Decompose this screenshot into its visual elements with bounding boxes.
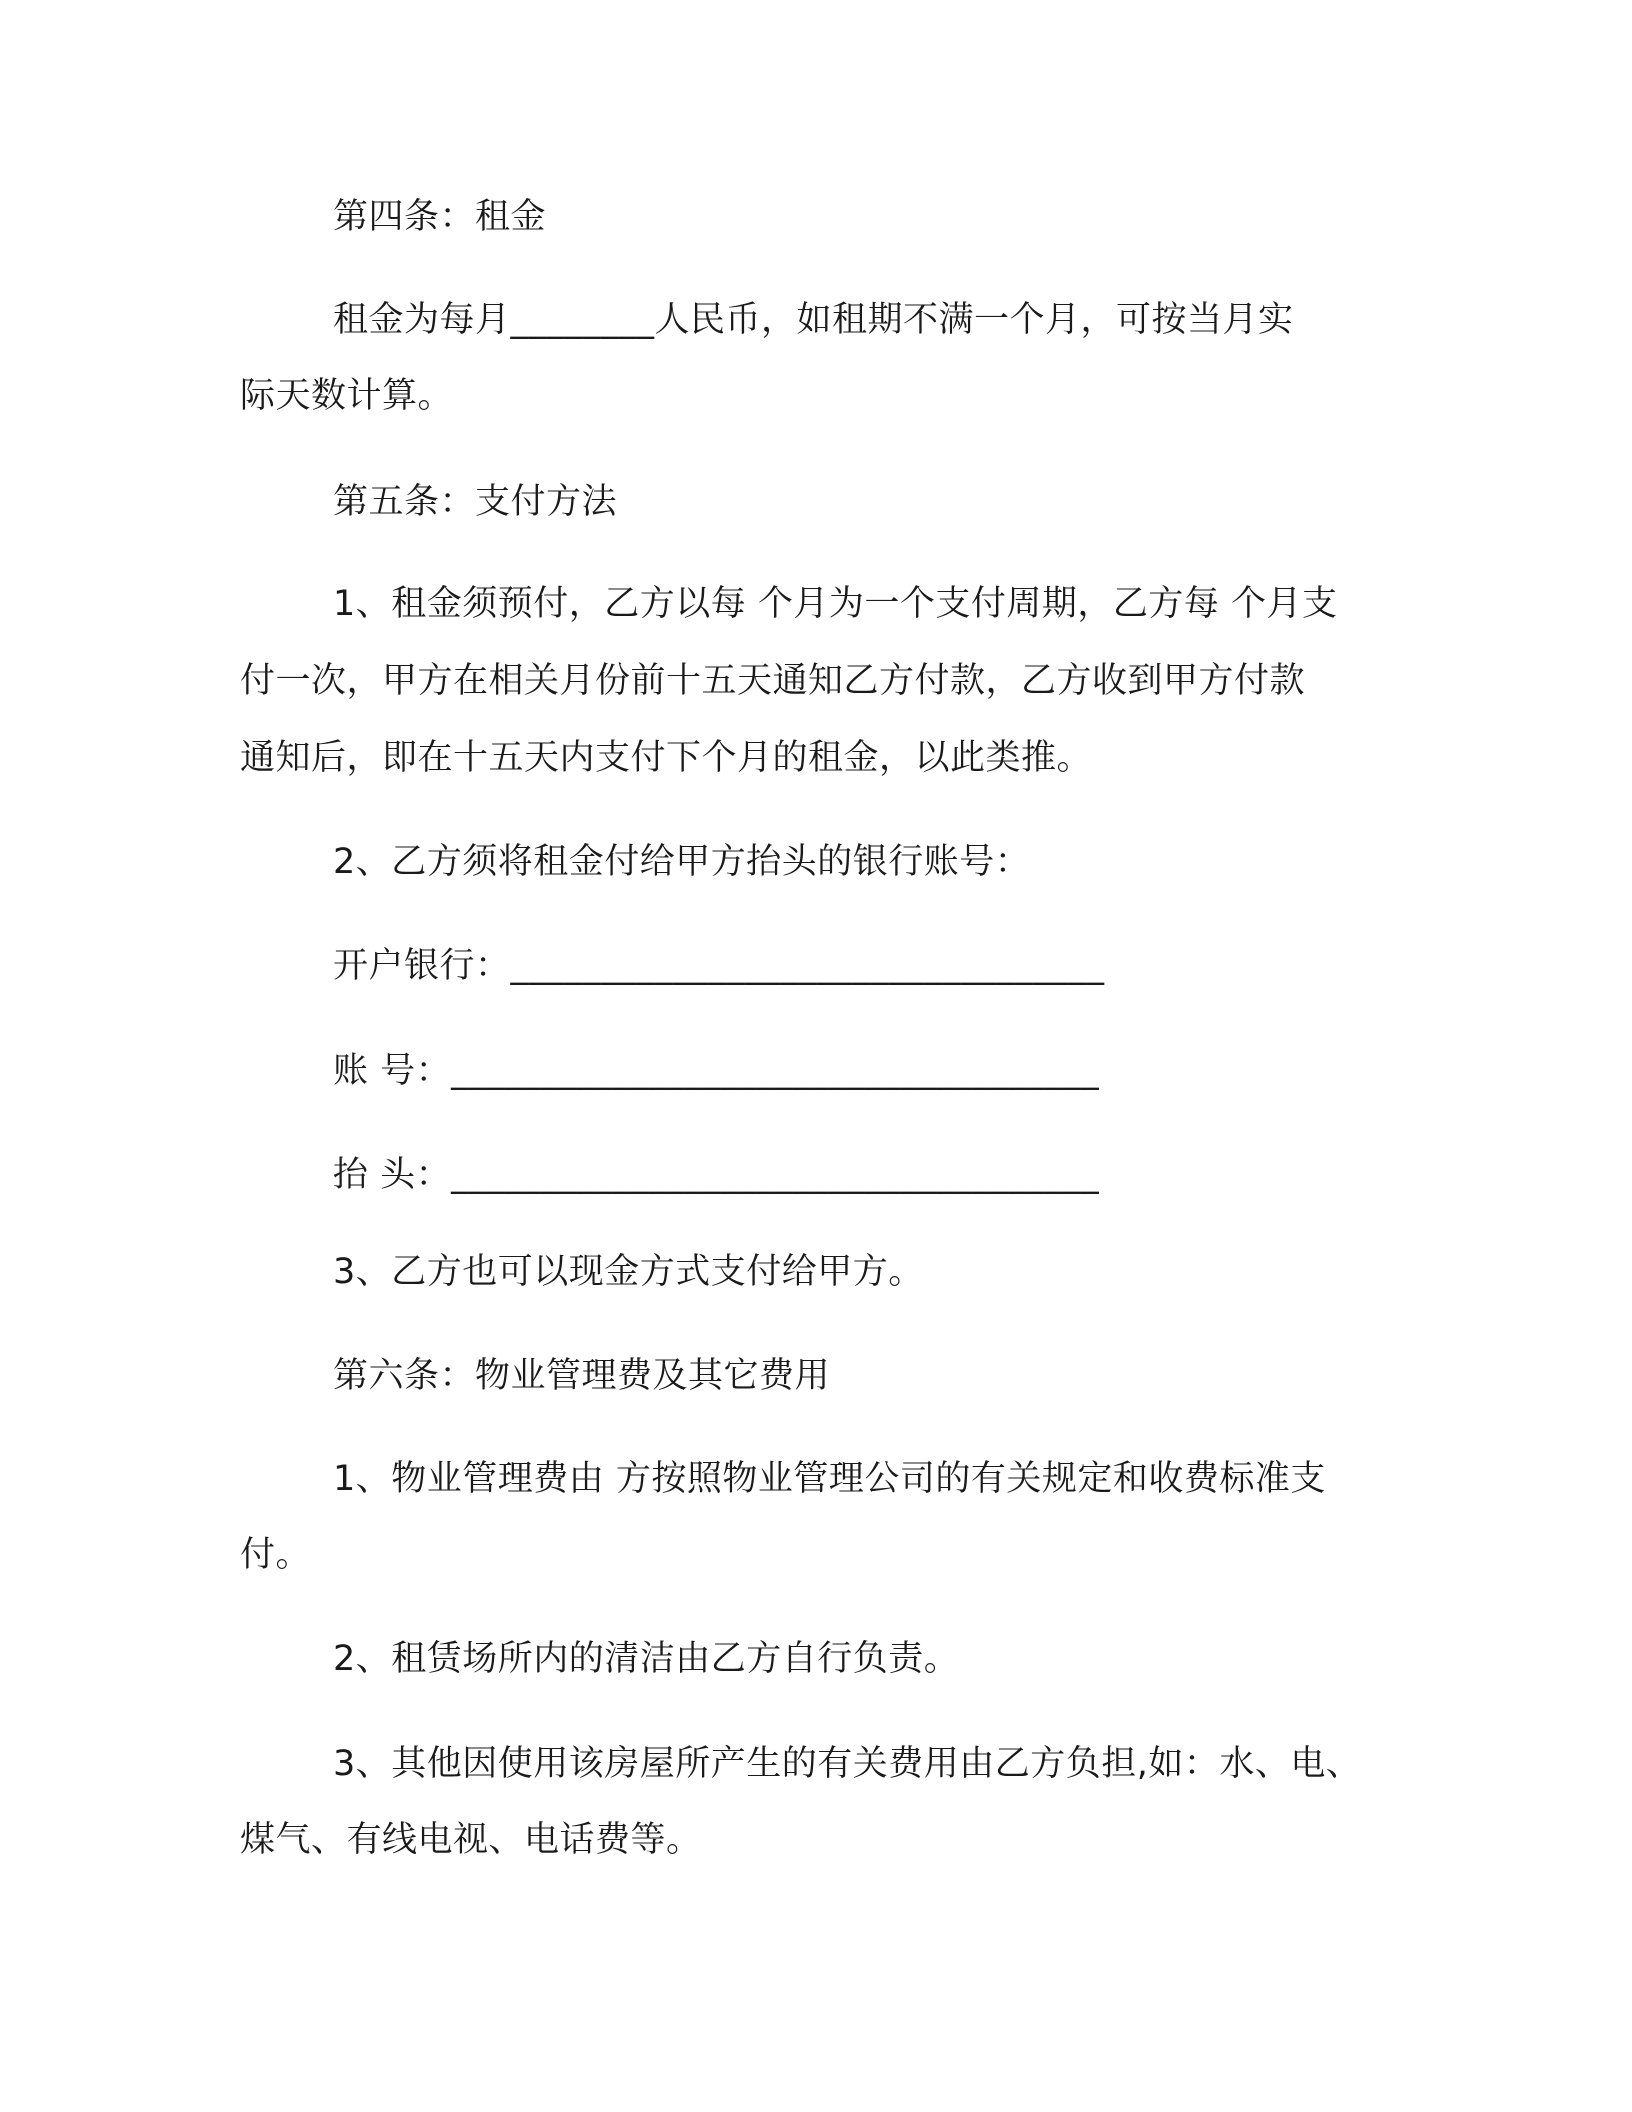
article5-heading: 第五条：支付方法 <box>333 482 618 522</box>
article5-item3: 3、乙方也可以现金方式支付给甲方。 <box>333 1252 924 1292</box>
article6-heading: 第六条：物业管理费及其它费用 <box>333 1356 831 1396</box>
article5-item1-line2: 付一次，甲方在相关月份前十五天通知乙方付款，乙方收到甲方付款 <box>240 661 1306 701</box>
article6-item1-line2: 付。 <box>240 1535 312 1575</box>
bank-line: 开户银行：_________________________________ <box>333 946 1105 986</box>
article5-item1-line1: 1、租金须预付，乙方以每 个月为一个支付周期，乙方每 个月支 <box>333 584 1338 624</box>
article5-item2: 2、乙方须将租金付给甲方抬头的银行账号： <box>333 842 1031 882</box>
article4-text-line2: 际天数计算。 <box>240 376 454 416</box>
article6-item1-line1: 1、物业管理费由 方按照物业管理公司的有关规定和收费标准支 <box>333 1459 1326 1499</box>
article6-item3-line2: 煤气、有线电视、电话费等。 <box>240 1820 702 1860</box>
account-line: 账 号：____________________________________ <box>333 1051 1100 1091</box>
article6-item2: 2、租赁场所内的清洁由乙方自行负责。 <box>333 1639 960 1679</box>
article6-item3-line1: 3、其他因使用该房屋所产生的有关费用由乙方负担,如：水、电、 <box>333 1744 1362 1784</box>
article4-text-line1: 租金为每月________人民币，如租期不满一个月，可按当月实 <box>333 300 1294 340</box>
article5-item1-line3: 通知后，即在十五天内支付下个月的租金，以此类推。 <box>240 738 1093 778</box>
article4-heading: 第四条：租金 <box>333 197 547 237</box>
payee-line: 抬 头：____________________________________ <box>333 1155 1100 1195</box>
